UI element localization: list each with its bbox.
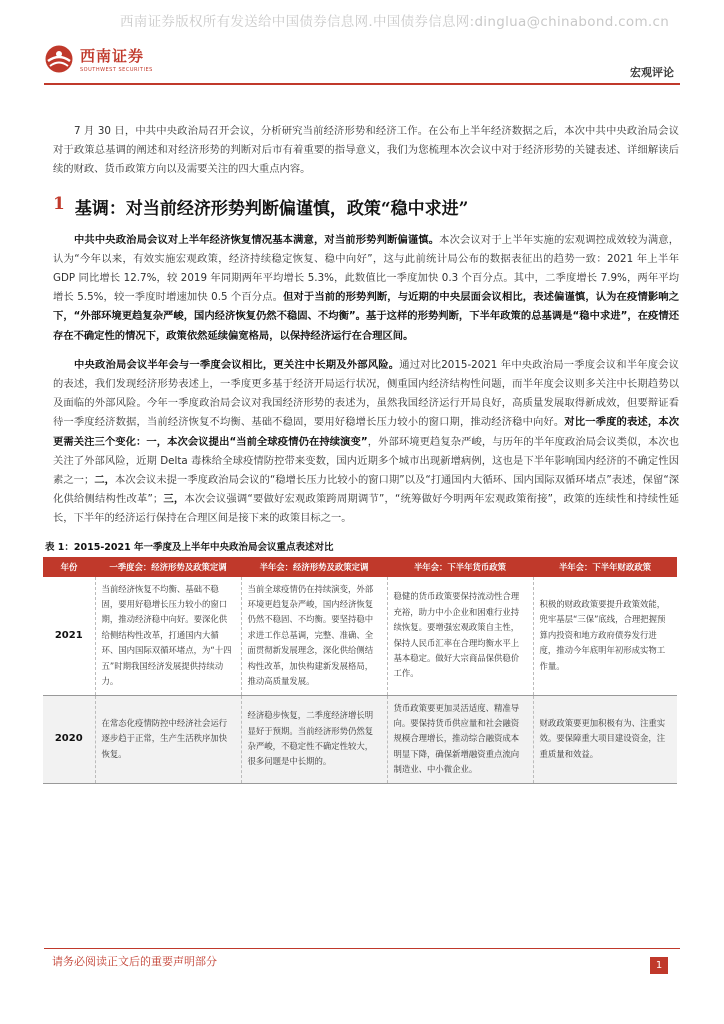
row-h1-cell: 经济稳步恢复，二季度经济增长明显好于预期。当前经济形势仍然复杂严峻，不稳定性不确定性较大，很多问题是中长期的。 (241, 695, 387, 783)
footer-divider (44, 948, 680, 949)
header-divider (44, 83, 680, 85)
row-q1-cell: 在常态化疫情防控中经济社会运行逐步趋于正常，生产生活秩序加快恢复。 (95, 695, 241, 783)
disclaimer-notice: 请务必阅读正文后的重要声明部分 (52, 955, 217, 968)
section-label: 宏观评论 (630, 66, 674, 79)
table-row (43, 577, 677, 695)
report-body (45, 122, 680, 784)
paragraph-2-bold-3: 三， (163, 493, 185, 506)
row-fiscal-cell: 财政政策要更加积极有为、注重实效。要保障重大项目建设资金，注重质量和效益。 (533, 695, 677, 783)
section-number: 1 (53, 193, 65, 214)
paragraph-2-text-3: 本次会议未提一季度政治局会议的“稳增长压力比较小的窗口期”以及“打通国内大循环、国内国际双循环堵点”表述，保留“深化供给侧结构性改革”； (53, 474, 680, 506)
row-q1-cell: 当前经济恢复不均衡、基础不稳固，要用好稳增长压力较小的窗口期，推动经济稳中向好。要深化供给侧结构性改革，打通国内大循环、国内国际双循环堵点，为“十四五”时期我国经济发展提供持续动力。 (95, 577, 241, 695)
logo-emblem-icon (44, 44, 74, 74)
row-monetary-cell: 稳健的货币政策要保持流动性合理充裕，助力中小企业和困难行业持续恢复。要增强宏观政策自主性，保持人民币汇率在合理均衡水平上基本稳定。做好大宗商品保供稳价工作。 (387, 577, 533, 695)
header-monetary: 半年会：下半年货币政策 (387, 557, 533, 577)
comparison-table (43, 557, 677, 784)
logo-english: SOUTHWEST SECURITIES (80, 67, 153, 73)
table-header-row (43, 557, 677, 577)
paragraph-2-text-2: ，外部环境更趋复杂严峻，与历年的半年度政治局会议类似，本次也关注了外部风险，近期 Delta 毒株给全球疫情防控带来变数，国内近期多个城市出现新增病例，这也是下半年影响国内经济的不确定性因素之一； (53, 435, 679, 487)
section-heading (53, 194, 679, 219)
intro-paragraph: 7 月 30 日，中共中央政治局召开会议，分析研究当前经济形势和经济工作。在公布上半年经济数据之后，本次中共中央政治局会议对于政策总基调的阐述和对经济形势的判断对后市有着重要的指导意义，我们为您梳理本次会议中对于经济形势的关键表述、详细解读后续的财政、货币政策方向以及需要关注的四大重点内容。 (53, 125, 679, 176)
paragraph-2-bold-1: 对比一季度的表述，本次更需关注三个变化：一，本次会议提出“当前全球疫情仍在持续演变” (53, 416, 680, 448)
row-year: 2020 (43, 695, 95, 783)
section-title: 基调：对当前经济形势判断偏谨慎，政策“稳中求进” (74, 198, 469, 219)
header-fiscal: 半年会：下半年财政政策 (533, 557, 677, 577)
table-row (43, 695, 677, 783)
paragraph-2 (53, 356, 679, 529)
row-fiscal-cell: 积极的财政政策要提升政策效能，兜牢基层“三保”底线，合理把握预算内投资和地方政府债券发行进度，推动今年底明年初形成实物工作量。 (533, 577, 677, 695)
header-h1-outlook: 半年会：经济形势及政策定调 (241, 557, 387, 577)
header-year: 年份 (43, 557, 95, 577)
paragraph-2-text-4: 本次会议强调“要做好宏观政策跨周期调节”，“统筹做好今明两年宏观政策衔接”，政策的连续性和持续性延长，下半年的经济运行保持在合理区间是接下来的政策目标之一。 (53, 493, 679, 525)
row-monetary-cell: 货币政策要更加灵活适度、精准导向。要保持货币供应量和社会融资规模合理增长，推动综合融资成本明显下降，确保新增融资重点流向制造业、中小微企业。 (387, 695, 533, 783)
paragraph-1-text: 本次会议对于上半年实施的宏观调控成效较为满意，认为“今年以来，有效实施宏观政策，经济持续稳定恢复、稳中向好”，这与此前统计局公布的数据表征出的趋势一致：2021 年上半年 GDP 同比增长 12.7%，较 2019 年同期两年平均增长 5.3%，此数值比一季度加快 0.3 个百分点。其中，二季度增长 7.9%，两年平均增长 5.5%，较一季度时增速加快 0.5 个百分点。 (53, 233, 680, 304)
paragraph-1-tail: 但对于当前的形势判断，与近期的中央层面会议相比，表述偏谨慎，认为在疫情影响之下，“外部环境更趋复杂严峻，国内经济恢复仍然不稳固、不均衡”。基于这样的形势判断，下半年政策的总基调是“稳中求进”，在疫情还存在不确定性的情况下，政策依然延续偏宽格局，以保持经济运行在合理区间。 (53, 291, 680, 342)
table-title: 表 1：2015-2021 年一季度及上半年中央政治局会议重点表述对比 (45, 541, 334, 553)
watermark: 西南证券版权所有发送给中国债券信息网.中国债券信息网:dinglua@chinabond.com.cn (120, 14, 670, 30)
logo (44, 44, 153, 74)
paragraph-1 (53, 231, 679, 346)
row-year: 2021 (43, 577, 95, 695)
paragraph-2-lead: 中央政治局会议半年会与一季度会议相比，更关注中长期及外部风险。 (74, 358, 400, 371)
page-number: 1 (650, 957, 668, 974)
paragraph-2-bold-2: 二， (94, 474, 115, 487)
header-q1-outlook: 一季度会：经济形势及政策定调 (95, 557, 241, 577)
row-h1-cell: 当前全球疫情仍在持续演变，外部环境更趋复杂严峻，国内经济恢复仍然不稳固、不均衡。要坚持稳中求进工作总基调，完整、准确、全面贯彻新发展理念，深化供给侧结构性改革，加快构建新发展格局，推动高质量发展。 (241, 577, 387, 695)
paragraph-2-text-1: 通过对比2015-2021 年中央政治局一季度会议和半年度会议的表述，我们发现经济形势表述上，一季度更多基于经济开局运行状况，侧重国内经济结构性问题，而半年度会议则多关注中长期趋势以及面临的外部风险。今年一季度政治局会议对我国经济形势的表述为，虽然我国经济运行开局良好，高质量发展取得新成效，但要辩证看待一季度经济数据，当前经济恢复不均衡、基础不稳固，要用好稳增长压力较小的窗口期，推动经济稳中向好。 (53, 358, 679, 429)
logo-name: 西南证券 (80, 47, 145, 65)
paragraph-1-lead: 中共中央政治局会议对上半年经济恢复情况基本满意，对当前形势判断偏谨慎。 (74, 233, 440, 246)
